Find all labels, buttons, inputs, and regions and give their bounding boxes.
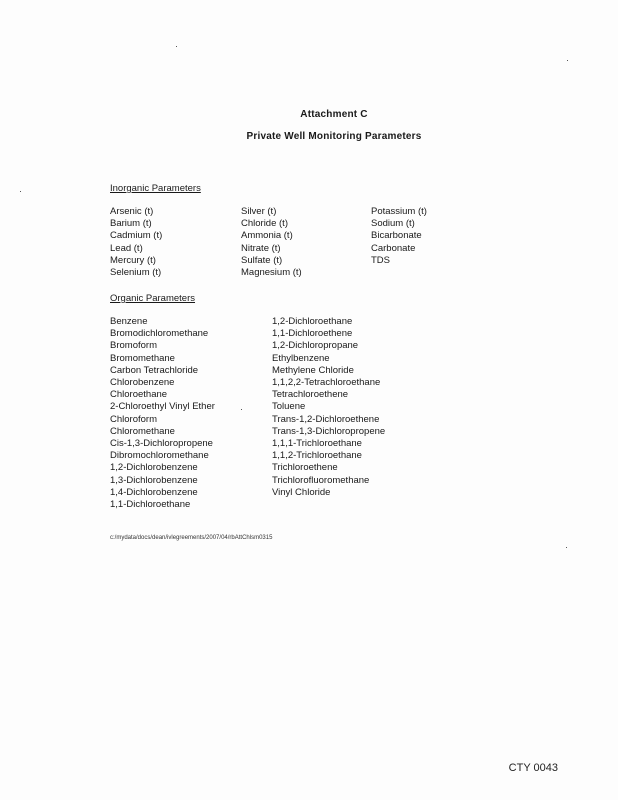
parameter-item: TDS bbox=[371, 254, 390, 266]
parameter-item: Nitrate (t) bbox=[241, 242, 281, 254]
inorganic-column-3 bbox=[371, 206, 427, 267]
inorganic-heading: Inorganic Parameters bbox=[110, 183, 201, 194]
parameter-item: Ammonia (t) bbox=[241, 230, 293, 242]
scan-speck bbox=[20, 191, 21, 192]
parameter-item: Arsenic (t) bbox=[110, 206, 154, 217]
inorganic-column-1 bbox=[110, 206, 162, 279]
document-id: CTY 0043 bbox=[508, 762, 558, 774]
parameter-item: 1,3-Dichlorobenzene bbox=[110, 474, 198, 486]
parameter-item: Ethylbenzene bbox=[272, 352, 330, 364]
parameter-item: 1,2-Dichloropropane bbox=[272, 340, 359, 352]
file-path: c:/mydata/docs/dean/ivlegreements/2007/04/rbAttChlsm0315 bbox=[110, 535, 273, 541]
organic-column-1 bbox=[110, 316, 215, 511]
scan-speck bbox=[566, 547, 567, 548]
parameter-item: Selenium (t) bbox=[110, 267, 162, 279]
parameter-item: Trichloroethene bbox=[272, 462, 338, 474]
parameter-item: 1,1,2,2-Tetrachloroethane bbox=[272, 377, 381, 389]
parameter-item: Bromodichloromethane bbox=[110, 328, 209, 340]
parameter-item: Benzene bbox=[110, 316, 148, 327]
scan-speck bbox=[567, 60, 568, 61]
parameter-item: Barium (t) bbox=[110, 218, 152, 230]
parameter-item: Toluene bbox=[272, 401, 306, 413]
parameter-item: 1,1,1-Trichloroethane bbox=[272, 438, 362, 450]
parameter-item: Magnesium (t) bbox=[241, 267, 302, 279]
parameter-item: 1,1-Dichloroethane bbox=[110, 499, 191, 511]
parameter-item: Trichlorofluoromethane bbox=[272, 474, 370, 486]
parameter-item: Lead (t) bbox=[110, 242, 143, 254]
scan-speck bbox=[176, 46, 177, 47]
parameter-item: 1,1,2-Trichloroethane bbox=[272, 450, 362, 462]
organic-heading: Organic Parameters bbox=[110, 293, 196, 304]
parameter-item: Cadmium (t) bbox=[110, 230, 163, 242]
parameter-item: Cis-1,3-Dichloropropene bbox=[110, 438, 213, 450]
parameter-item: Vinyl Chloride bbox=[272, 486, 331, 498]
parameter-item: 1,2-Dichloroethane bbox=[272, 316, 353, 327]
parameter-item: Carbon Tetrachloride bbox=[110, 364, 199, 376]
parameter-item: Mercury (t) bbox=[110, 254, 156, 266]
document-title: Private Well Monitoring Parameters bbox=[246, 131, 422, 142]
parameter-item: 1,4-Dichlorobenzene bbox=[110, 486, 198, 498]
parameter-item: Methylene Chloride bbox=[272, 364, 354, 376]
parameter-item: Chloroethane bbox=[110, 389, 168, 401]
parameter-item: Bromomethane bbox=[110, 352, 175, 364]
parameter-item: Bicarbonate bbox=[371, 230, 422, 242]
parameter-item: Trans-1,2-Dichloroethene bbox=[272, 413, 380, 425]
parameter-item: 1,1-Dichloroethene bbox=[272, 328, 353, 340]
parameter-item: Silver (t) bbox=[241, 206, 277, 217]
parameter-item: Bromoform bbox=[110, 340, 157, 352]
parameter-item: Chloroform bbox=[110, 413, 157, 425]
organic-column-2 bbox=[272, 316, 385, 499]
parameter-item: Chloride (t) bbox=[241, 218, 288, 230]
parameter-item: Potassium (t) bbox=[371, 206, 427, 217]
parameter-item: Sulfate (t) bbox=[241, 254, 283, 266]
parameter-item: Carbonate bbox=[371, 242, 416, 254]
parameter-item: Trans-1,3-Dichloropropene bbox=[272, 425, 386, 437]
inorganic-column-2 bbox=[241, 206, 302, 279]
parameter-item: 1,2-Dichlorobenzene bbox=[110, 462, 198, 474]
parameter-item: Chloromethane bbox=[110, 425, 175, 437]
parameter-item: 2-Chloroethyl Vinyl Ether bbox=[110, 401, 215, 413]
parameter-item: Chlorobenzene bbox=[110, 377, 175, 389]
scan-speck bbox=[241, 409, 242, 410]
parameter-item: Dibromochloromethane bbox=[110, 450, 209, 462]
attachment-label: Attachment C bbox=[300, 109, 368, 120]
parameter-item: Tetrachloroethene bbox=[272, 389, 349, 401]
parameter-item: Sodium (t) bbox=[371, 218, 415, 230]
